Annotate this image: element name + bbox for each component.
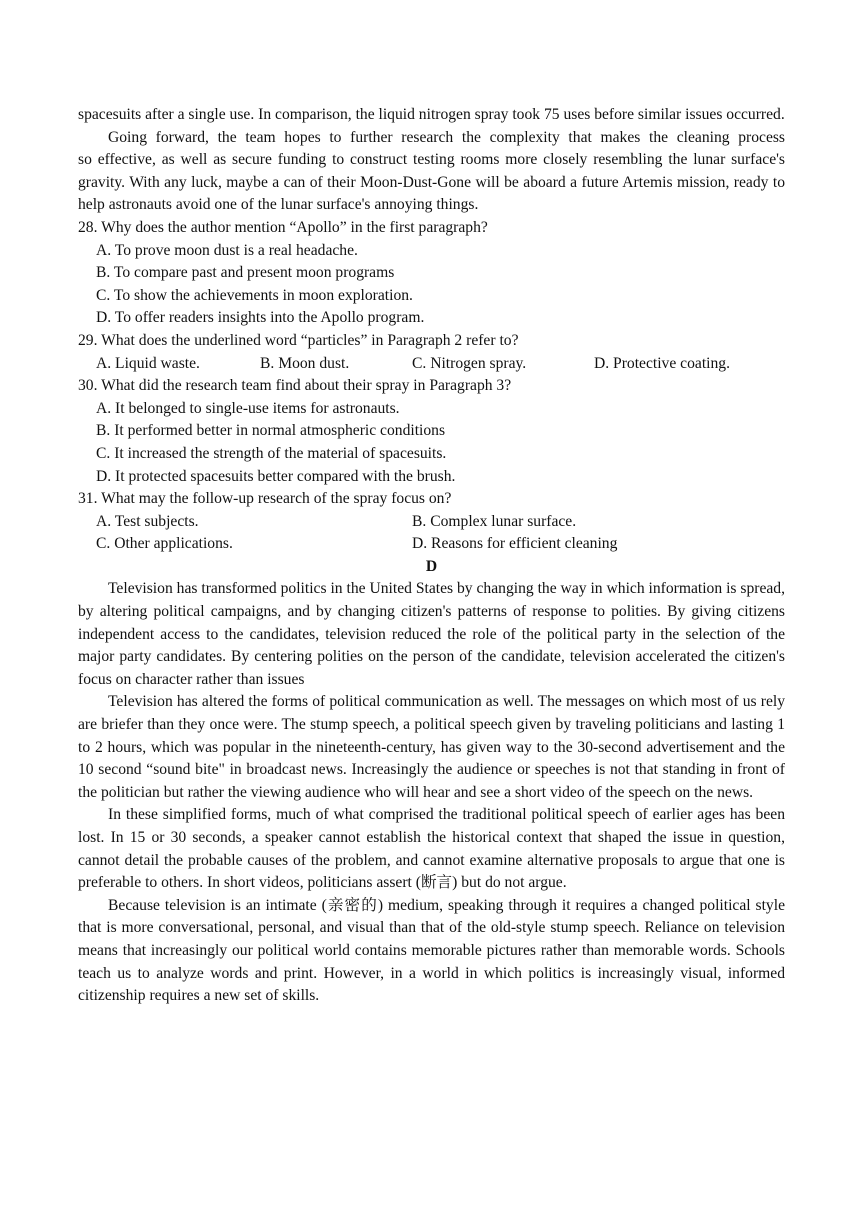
question-28-option-b: B. To compare past and present moon programs [96, 264, 395, 282]
section-d-paragraph-2: Television has altered the forms of political communication as well. The messages on which most of us rely are briefer than they once were. The stump speech, a political speech given by traveling politicians and lasting 1 to 2 hours, which was popular in the nineteenth-century, has given way to the 30-second advertisement and the 10 second “sound bite" in broadcast news. Increasingly the audience or speeches is not that standing in front of the politician but rather the viewing audience who will hear and see a short video of the speech on the news. [78, 693, 785, 801]
section-d-paragraph-1: Television has transformed politics in the United States by changing the way in which information is spread, by altering political campaigns, and by changing citizen's patterns of response to polities. By giving citizens independent access to the candidates, television reduced the role of the political party in the selection of the major party candidates. By centering polities on the person of the candidate, television accelerated the citizen's focus on character rather than issues [78, 580, 785, 688]
section-d-paragraph-4: Because television is an intimate (亲密的) medium, speaking through it requires a changed political style that is more conversational, personal, and visual than that of the old-style stump speech. Reliance on television means that increasingly our political world contains memorable pictures rather than memorable words. Schools teach us to analyze words and print. However, in a world in which politics is increasingly visual, informed citizenship requires a new set of skills. [78, 896, 785, 1005]
question-31-option-b: B. Complex lunar surface. [412, 512, 577, 530]
question-30-option-a: A. It belonged to single-use items for astronauts. [96, 399, 400, 417]
passage-c-paragraph-end: spacesuits after a single use. In comparison, the liquid nitrogen spray took 75 uses before similar issues occurred. [78, 106, 785, 123]
question-31-option-d: D. Reasons for efficient cleaning [412, 535, 618, 553]
section-d-paragraph-3: In these simplified forms, much of what comprised the traditional political speech of earlier ages has been lost. In 15 or 30 seconds, a speaker cannot establish the historical context that shaped the issue in question, cannot detail the probable causes of the problem, and cannot examine alternative proposals to argue that one is preferable to others. In short videos, politicians assert (断言) but do not argue. [78, 806, 785, 892]
question-29-option-d: D. Protective coating. [594, 354, 730, 372]
question-30-option-d: D. It protected spacesuits better compared with the brush. [96, 467, 456, 485]
question-31-option-a: A. Test subjects. [96, 512, 199, 530]
question-30-option-b: B. It performed better in normal atmospheric conditions [96, 422, 446, 440]
question-31-stem: 31. What may the follow-up research of the spray focus on? [78, 490, 452, 508]
question-29-stem: 29. What does the underlined word “particles” in Paragraph 2 refer to? [78, 331, 519, 349]
passage-c-last-paragraph-rest: so effective, as well as secure funding to construct testing rooms more closely resembling the lunar surface's gravity. With any luck, maybe a can of their Moon-Dust-Gone will be aboard a future Artemis mission, ready to help astronauts avoid one of the lunar surface's annoying things. [78, 151, 785, 214]
question-28-option-a: A. To prove moon dust is a real headache. [96, 241, 358, 259]
question-31-options-row1 [96, 511, 785, 534]
question-31-option-c: C. Other applications. [96, 535, 233, 553]
passage-c-last-paragraph-line1: Going forward, the team hopes to further research the complexity that makes the cleaning process [108, 128, 785, 146]
question-31-options-row2 [96, 533, 785, 556]
question-28-option-c: C. To show the achievements in moon exploration. [96, 286, 413, 304]
question-29-options [96, 353, 785, 376]
question-28-stem: 28. Why does the author mention “Apollo” in the first paragraph? [78, 218, 488, 236]
question-29-option-b: B. Moon dust. [260, 354, 350, 372]
question-30-option-c: C. It increased the strength of the material of spacesuits. [96, 444, 447, 462]
question-30-stem: 30. What did the research team find about their spray in Paragraph 3? [78, 377, 512, 395]
question-28-option-d: D. To offer readers insights into the Apollo program. [96, 309, 425, 327]
exam-page [78, 104, 785, 1008]
question-29-option-c: C. Nitrogen spray. [412, 354, 527, 372]
section-d-heading: D [425, 557, 438, 575]
question-29-option-a: A. Liquid waste. [96, 354, 200, 372]
